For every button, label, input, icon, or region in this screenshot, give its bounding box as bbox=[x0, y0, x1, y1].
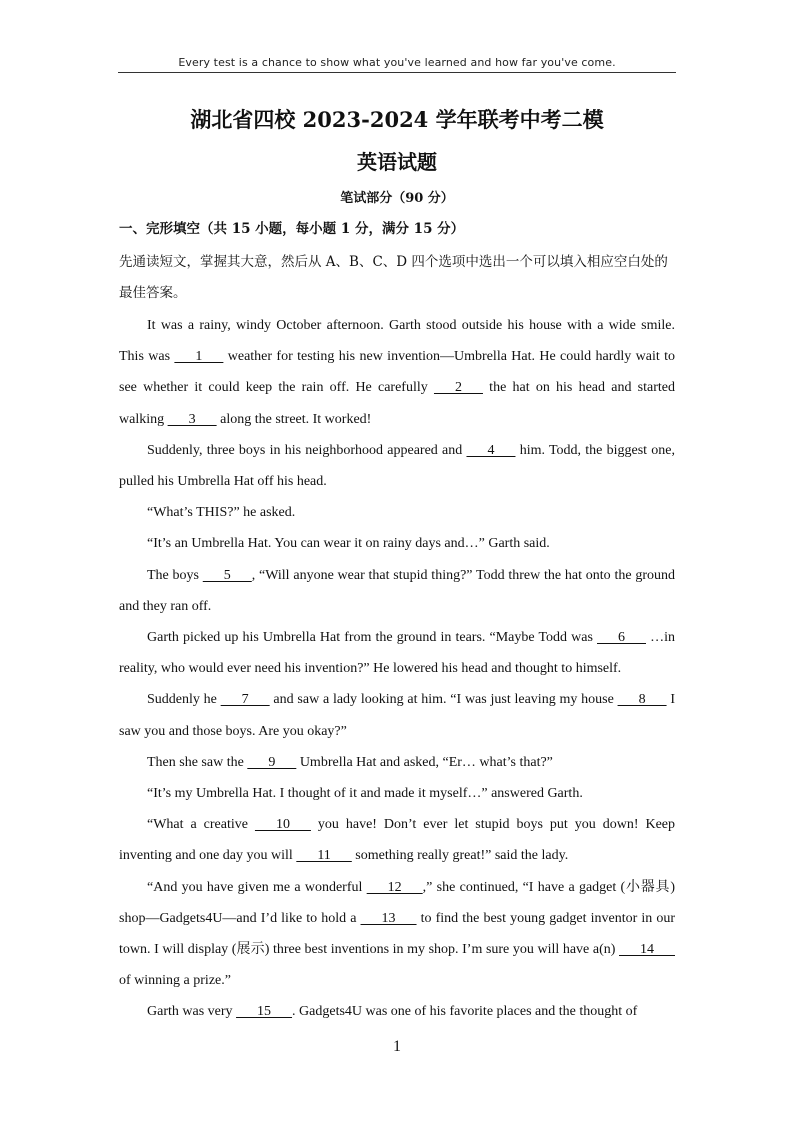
passage-paragraph bbox=[119, 560, 675, 622]
cloze-blank: 11 bbox=[296, 848, 352, 864]
passage-paragraph bbox=[119, 528, 675, 559]
passage-paragraph bbox=[119, 996, 675, 1027]
cloze-blank: 4 bbox=[466, 442, 516, 458]
cloze-blank: 14 bbox=[619, 942, 675, 958]
passage-paragraph bbox=[119, 622, 675, 684]
passage-text: “It’s an Umbrella Hat. You can wear it on rainy days and…” Garth said. bbox=[147, 536, 550, 552]
cloze-blank: 13 bbox=[360, 910, 417, 926]
passage-text: you have! Don’t ever let stupid boys put you down! Keep inventing and one day you will bbox=[119, 817, 675, 864]
cloze-blank: 2 bbox=[433, 380, 483, 396]
passage-text: “What a creative bbox=[147, 817, 255, 833]
passage-text: “It’s my Umbrella Hat. I thought of it and made it myself…” answered Garth. bbox=[147, 786, 583, 802]
passage-text: The boys bbox=[147, 567, 203, 583]
section-heading: 一、完形填空（共 15 小题，每小题 1 分，满分 15 分） bbox=[119, 221, 465, 237]
passage-text: the hat on his head and started walking bbox=[119, 380, 675, 427]
passage-text: …in reality, who would ever need his invention?” He lowered his head and thought to himself. bbox=[119, 630, 675, 677]
passage-text: Suddenly, three boys in his neighborhood appeared and bbox=[147, 442, 467, 458]
passage-paragraph bbox=[119, 747, 675, 778]
cloze-blank: 15 bbox=[236, 1004, 293, 1020]
cloze-passage bbox=[119, 310, 675, 1028]
passage-text: , “Will anyone wear that stupid thing?” Todd threw the hat onto the ground and they ran off. bbox=[119, 567, 675, 614]
passage-text: along the street. It worked! bbox=[216, 411, 372, 427]
passage-text: Suddenly he bbox=[147, 692, 221, 708]
passage-text: Umbrella Hat and asked, “Er… what’s that?” bbox=[296, 754, 553, 770]
passage-text: . Gadgets4U was one of his favorite places and the thought of bbox=[292, 1004, 638, 1020]
passage-text: Then she saw the bbox=[147, 754, 248, 770]
passage-text: “And you have given me a wonderful bbox=[147, 879, 367, 895]
passage-text: of winning a prize.” bbox=[119, 973, 231, 989]
cloze-blank: 6 bbox=[597, 630, 646, 646]
passage-paragraph bbox=[119, 310, 675, 435]
cloze-blank: 9 bbox=[247, 754, 297, 770]
passage-paragraph bbox=[119, 809, 675, 871]
page-number: 1 bbox=[393, 1038, 401, 1055]
passage-paragraph bbox=[119, 872, 675, 997]
cloze-blank: 5 bbox=[202, 567, 252, 583]
passage-text: Garth picked up his Umbrella Hat from the ground in tears. “Maybe Todd was bbox=[147, 630, 597, 646]
exam-subtitle: 英语试题 bbox=[357, 150, 437, 174]
passage-text: I saw you and those boys. Are you okay?” bbox=[119, 692, 675, 739]
passage-text: and saw a lady looking at him. “I was just leaving my house bbox=[269, 692, 618, 708]
cloze-blank: 12 bbox=[366, 879, 423, 895]
passage-text: ,” she continued, “I have a gadget (小器具) shop—Gadgets4U—and I’d like to hold a bbox=[119, 879, 675, 926]
cloze-blank: 8 bbox=[617, 692, 667, 708]
header-divider bbox=[118, 72, 676, 73]
passage-text: something really great!” said the lady. bbox=[351, 848, 569, 864]
passage-paragraph bbox=[119, 778, 675, 809]
cloze-blank: 1 bbox=[174, 349, 224, 365]
passage-text: him. Todd, the biggest one, pulled his Umbrella Hat off his head. bbox=[119, 442, 675, 490]
passage-text: to find the best young gadget inventor in our town. I will display (展示) three best inventions in my shop. I’m sure you will have a(n) bbox=[119, 910, 675, 958]
cloze-blank: 10 bbox=[254, 817, 311, 833]
exam-title: 湖北省四校 2023-2024 学年联考中考二模 bbox=[190, 107, 604, 132]
written-part-label: 笔试部分（90 分） bbox=[340, 191, 454, 206]
passage-paragraph bbox=[119, 435, 675, 497]
passage-text: Garth was very bbox=[147, 1004, 237, 1020]
cloze-blank: 3 bbox=[167, 411, 217, 427]
passage-text: weather for testing his new invention—Umbrella Hat. He could hardly wait to see whether it could keep the rain off. He carefully bbox=[119, 349, 675, 396]
passage-paragraph bbox=[119, 684, 675, 746]
passage-text: It was a rainy, windy October afternoon. Garth stood outside his house with a wide smile. This was bbox=[119, 318, 675, 365]
passage-paragraph bbox=[119, 497, 675, 528]
cloze-blank: 7 bbox=[220, 692, 270, 708]
passage-text: “What’s THIS?” he asked. bbox=[147, 505, 296, 521]
section-instructions: 先通读短文，掌握其大意，然后从 A、B、C、D 四个选项中选出一个可以填入相应空白处的最佳答案。 bbox=[119, 254, 668, 301]
page-header-motto: Every test is a chance to show what you've learned and how far you've come. bbox=[178, 56, 616, 69]
